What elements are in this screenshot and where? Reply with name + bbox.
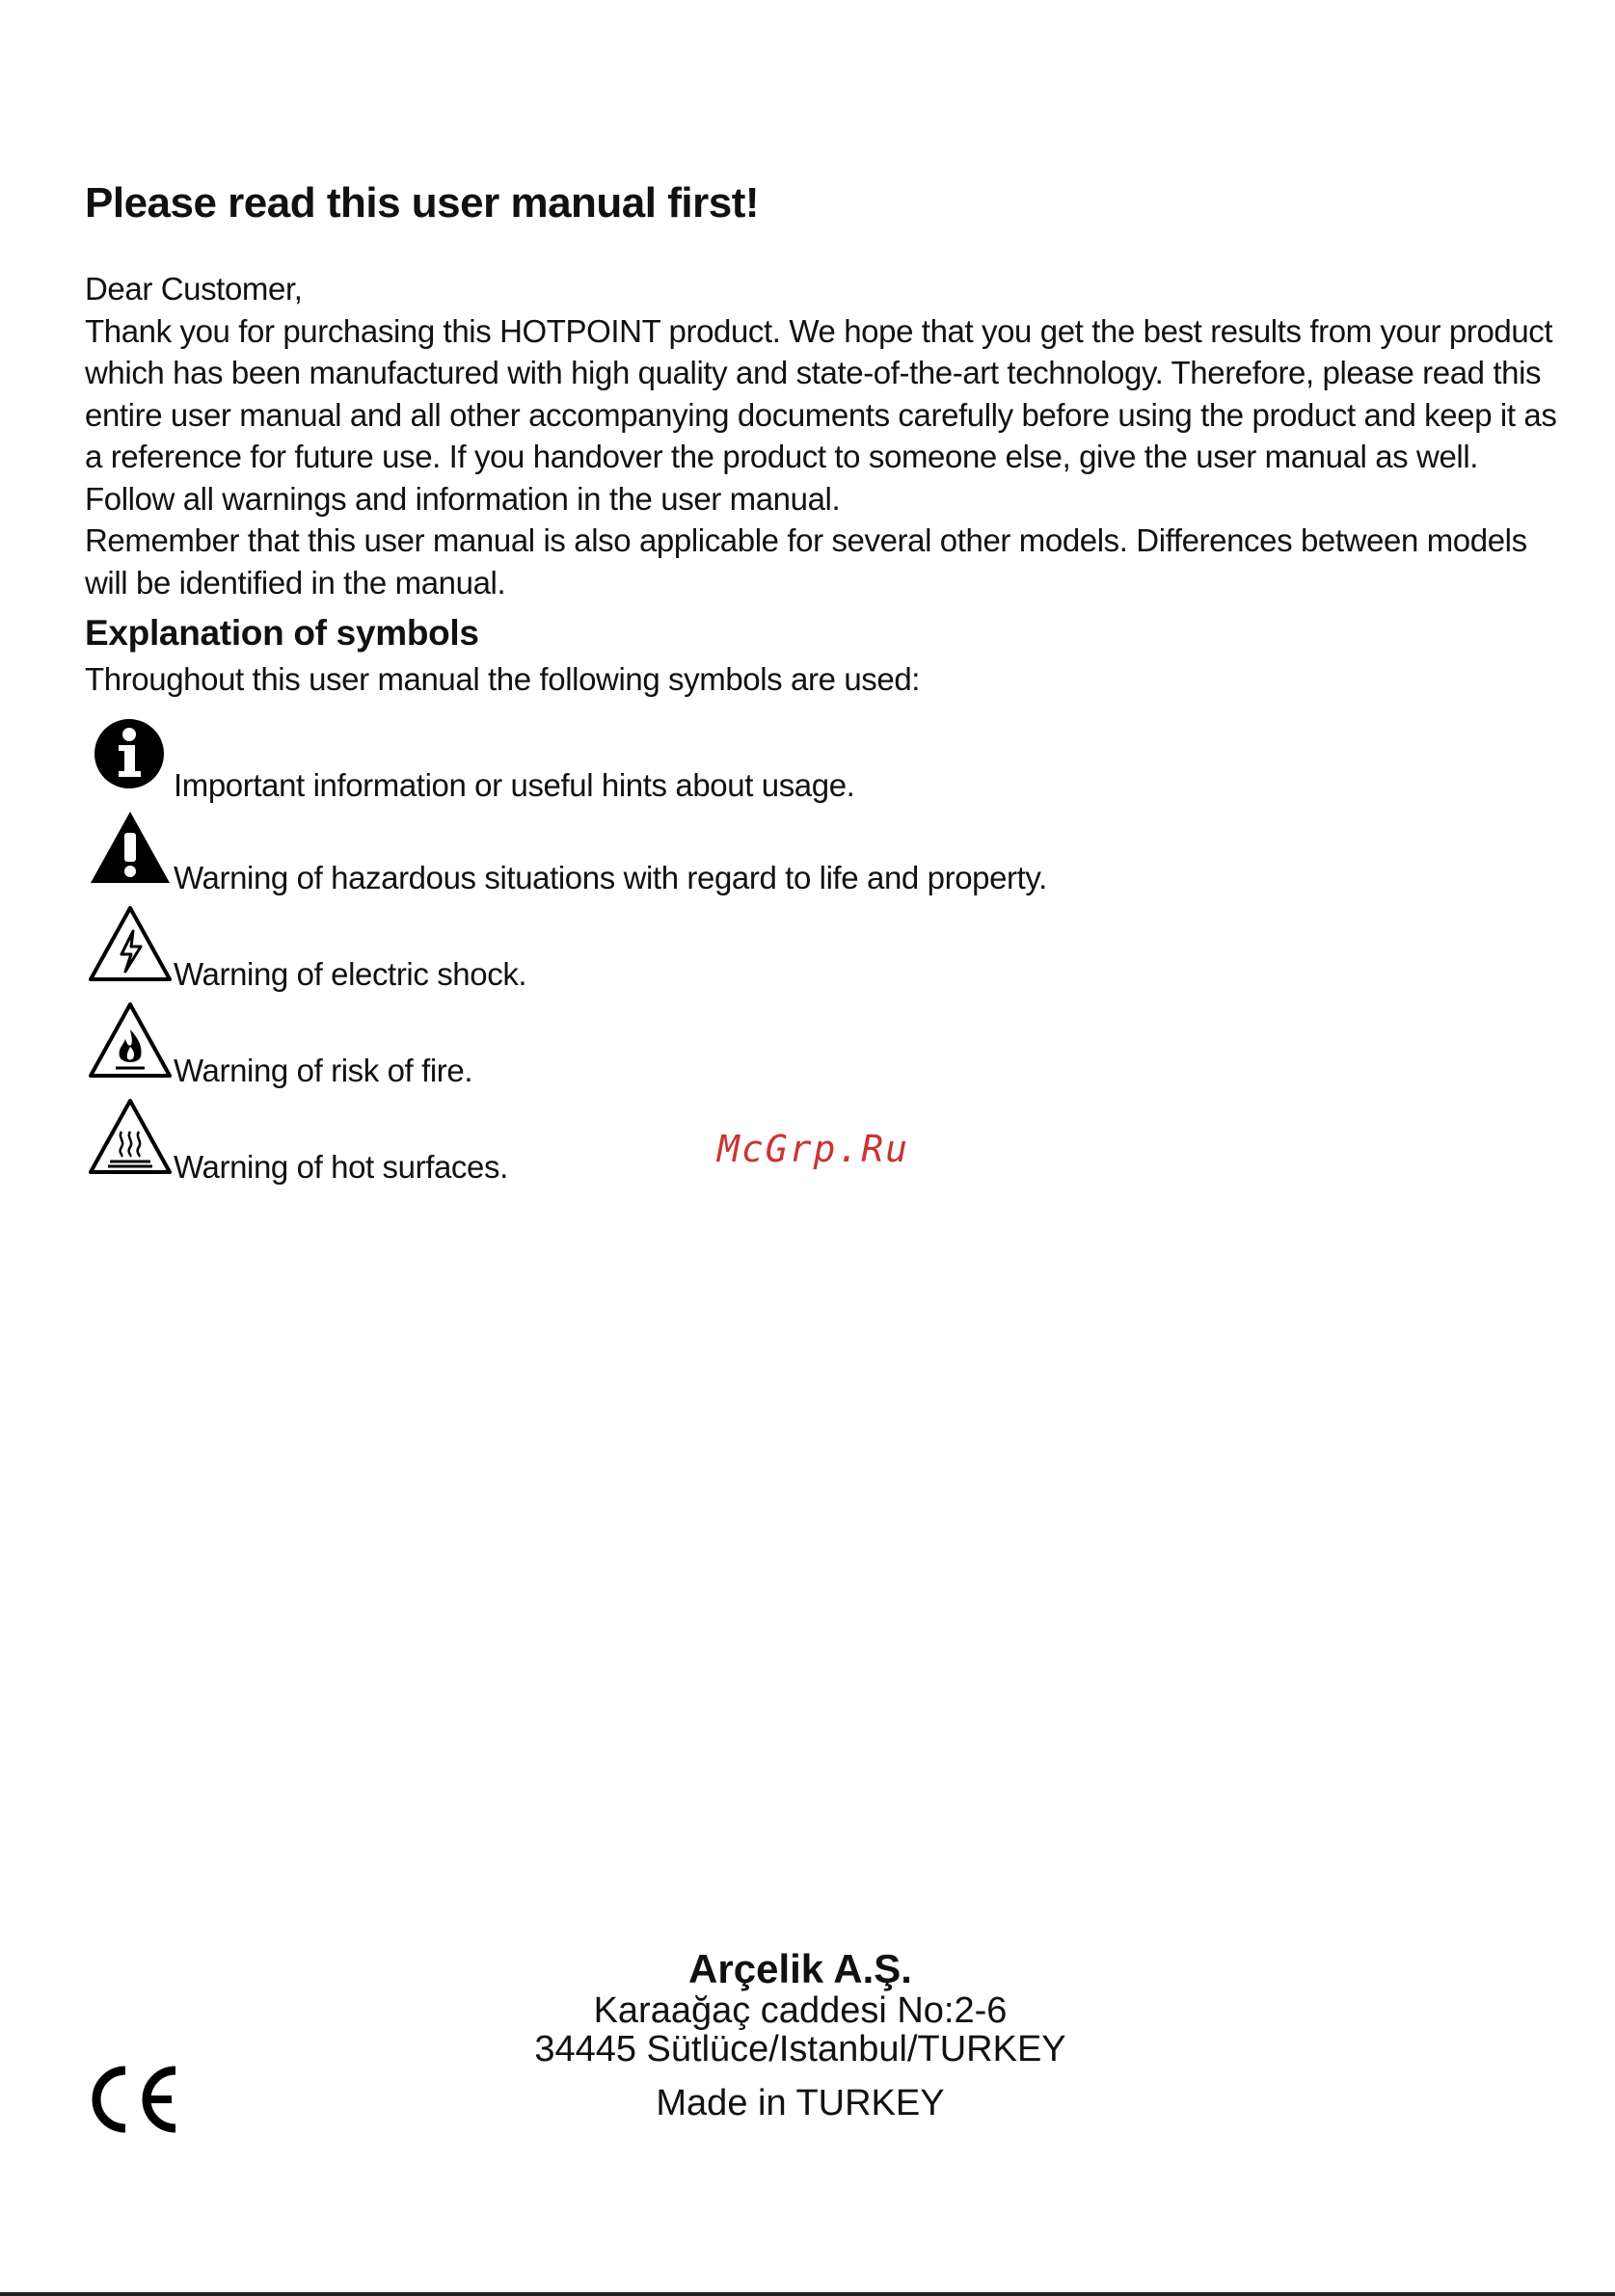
symbol-row-fire [89,1001,1246,1089]
symbol-label: Warning of electric shock. [174,956,527,992]
page-title: Please read this user manual first! [85,179,760,227]
symbol-row-information [89,715,1246,804]
symbol-row-electric-shock [89,904,1246,993]
symbol-label: Important information or useful hints about usage. [174,767,855,803]
manufacturer-address [521,1947,1080,2122]
symbol-label: Warning of hazardous situations with regard to life and property. [174,860,1047,895]
intro-paragraph-1: Thank you for purchasing this HOTPOINT product. We hope that you get the best results from your product which has been manufactured with high quality and state-of-the-art technology. Therefore, please read this entire user manual and all other accompanying documents carefully before using the product and keep it as a reference for future use. If you handover the product to someone else, give the user manual as well. Follow all warnings and information in the user manual. [85,312,1557,517]
city-address: 34445 Sütlüce/Istanbul/TURKEY [534,2029,1066,2069]
symbols-heading: Explanation of symbols [85,613,479,653]
hot-surface-icon [89,1097,172,1180]
symbol-row-warning [89,808,1246,896]
bottom-divider [0,2292,1615,2296]
made-in-label: Made in TURKEY [656,2083,945,2123]
symbol-row-hot-surface [89,1097,1246,1186]
street-address: Karaağaç caddesi No:2-6 [593,1990,1008,2031]
symbol-label: Warning of hot surfaces. [174,1149,508,1185]
company-name: Arçelik A.Ş. [688,1946,912,1991]
fire-risk-icon [89,1001,172,1083]
warning-icon [89,808,172,891]
symbols-intro: Throughout this user manual the following symbols are used: [85,661,921,697]
intro-text [85,268,1570,603]
information-icon [89,715,172,798]
ce-mark-icon [83,2063,179,2136]
watermark-text: McGrp.Ru [717,1128,910,1170]
intro-paragraph-2: Remember that this user manual is also applicable for several other models. Differences between models will be identified in the manual. [85,522,1527,601]
greeting: Dear Customer, [85,271,303,307]
symbol-label: Warning of risk of fire. [174,1053,473,1088]
electric-shock-icon [89,904,172,987]
